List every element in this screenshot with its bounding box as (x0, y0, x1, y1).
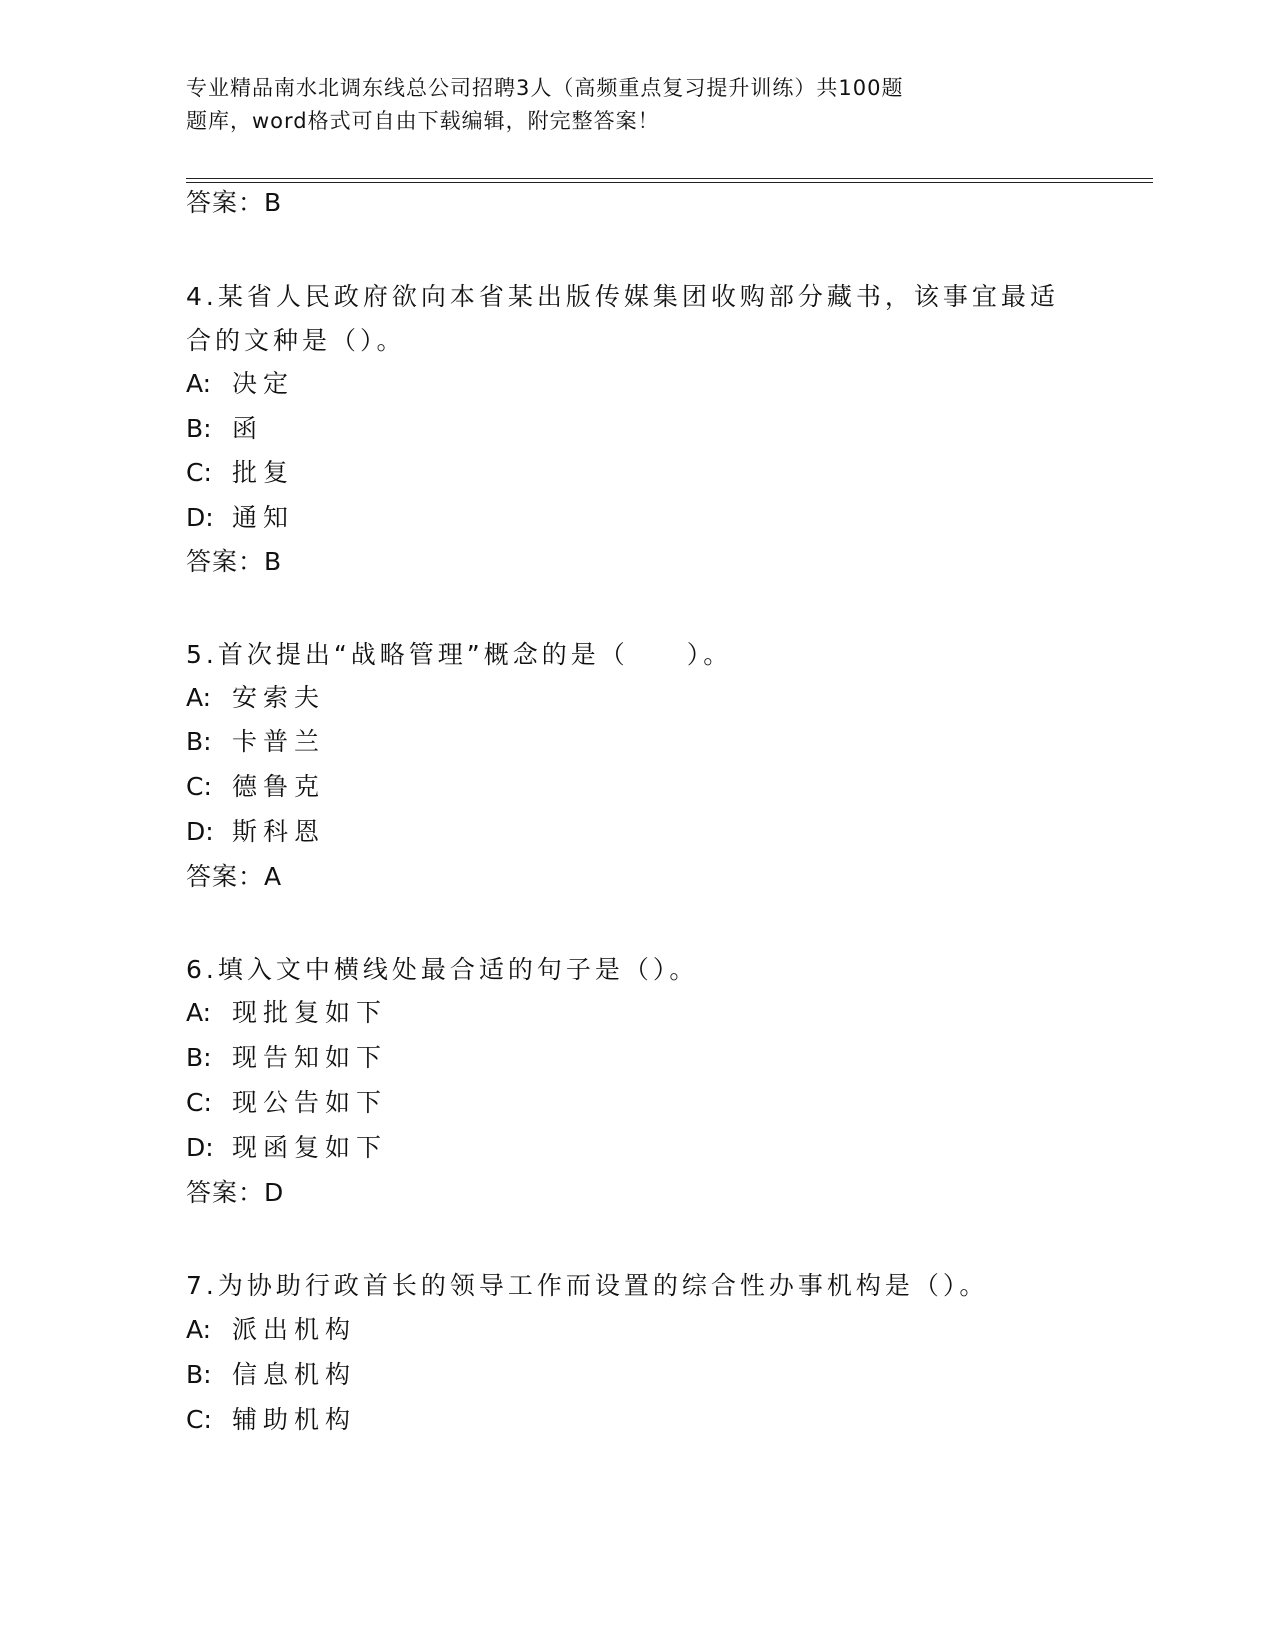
option-c (186, 770, 325, 804)
option-letter: D: (186, 1133, 214, 1162)
answer-value: B (264, 188, 283, 217)
answer-label: 答案： (186, 1178, 265, 1207)
option-c (186, 1086, 387, 1120)
header-line-2: 题库，word格式可自由下载编辑，附完整答案！ (186, 109, 660, 133)
option-d (186, 815, 325, 849)
question-7 (186, 1264, 1086, 1308)
document-header (186, 72, 1086, 138)
answer-line (186, 860, 282, 894)
header-line-1: 专业精品南水北调东线总公司招聘3人（高频重点复习提升训练）共100题 (186, 76, 904, 100)
option-letter: C: (186, 772, 212, 801)
question-number: 4. (186, 282, 218, 311)
option-a (186, 1313, 356, 1347)
option-letter: A: (186, 998, 212, 1027)
option-letter: C: (186, 458, 212, 487)
option-text: 辅助机构 (232, 1405, 357, 1434)
answer-line (186, 1176, 284, 1210)
option-letter: D: (186, 817, 214, 846)
option-letter: B: (186, 1360, 212, 1389)
answer-value: D (264, 1178, 285, 1207)
option-text: 现公告如下 (232, 1088, 388, 1117)
option-text: 斯科恩 (232, 817, 326, 846)
option-letter: C: (186, 1088, 212, 1117)
option-letter: A: (186, 1315, 212, 1344)
option-text: 安索夫 (232, 683, 326, 712)
option-letter: D: (186, 503, 214, 532)
question-text: 某省人民政府欲向本省某出版传媒集团收购部分藏书，该事宜最适 (217, 282, 1059, 311)
option-text: 现批复如下 (232, 998, 388, 1027)
question-4 (186, 275, 1086, 363)
option-letter: B: (186, 727, 212, 756)
question-6 (186, 948, 1086, 992)
option-a (186, 681, 325, 715)
option-b (186, 412, 263, 446)
option-text: 通知 (232, 503, 295, 532)
option-text: 德鲁克 (232, 772, 326, 801)
option-text: 现函复如下 (232, 1133, 388, 1162)
option-c (186, 456, 294, 490)
option-text: 派出机构 (232, 1315, 357, 1344)
option-letter: A: (186, 683, 212, 712)
option-text: 卡普兰 (232, 727, 326, 756)
answer-value: A (264, 862, 283, 891)
answer-label: 答案： (186, 862, 265, 891)
option-letter: B: (186, 414, 212, 443)
option-text: 现告知如下 (232, 1043, 388, 1072)
option-text: 函 (232, 414, 264, 443)
option-letter: C: (186, 1405, 212, 1434)
option-letter: B: (186, 1043, 212, 1072)
question-number: 6. (186, 955, 218, 984)
option-c (186, 1403, 356, 1437)
answer-line (186, 545, 282, 579)
question-5 (186, 633, 1086, 677)
option-a (186, 996, 387, 1030)
option-text: 信息机构 (232, 1360, 357, 1389)
option-b (186, 1041, 387, 1075)
question-number: 5. (186, 640, 218, 669)
question-text: 填入文中横线处最合适的句子是（）。 (217, 955, 699, 984)
option-a (186, 367, 294, 401)
answer-line (186, 186, 282, 220)
question-text-continued: 合的文种是（）。 (186, 326, 406, 355)
question-text: 首次提出“战略管理”概念的是（ ）。 (217, 640, 733, 669)
option-b (186, 1358, 356, 1392)
option-text: 决定 (232, 369, 295, 398)
header-divider (186, 178, 1153, 183)
answer-label: 答案： (186, 188, 265, 217)
option-d (186, 1131, 387, 1165)
option-text: 批复 (232, 458, 295, 487)
answer-label: 答案： (186, 547, 265, 576)
option-d (186, 501, 294, 535)
answer-value: B (264, 547, 283, 576)
question-text: 为协助行政首长的领导工作而设置的综合性办事机构是（）。 (217, 1271, 989, 1300)
question-number: 7. (186, 1271, 218, 1300)
option-letter: A: (186, 369, 212, 398)
option-b (186, 725, 325, 759)
